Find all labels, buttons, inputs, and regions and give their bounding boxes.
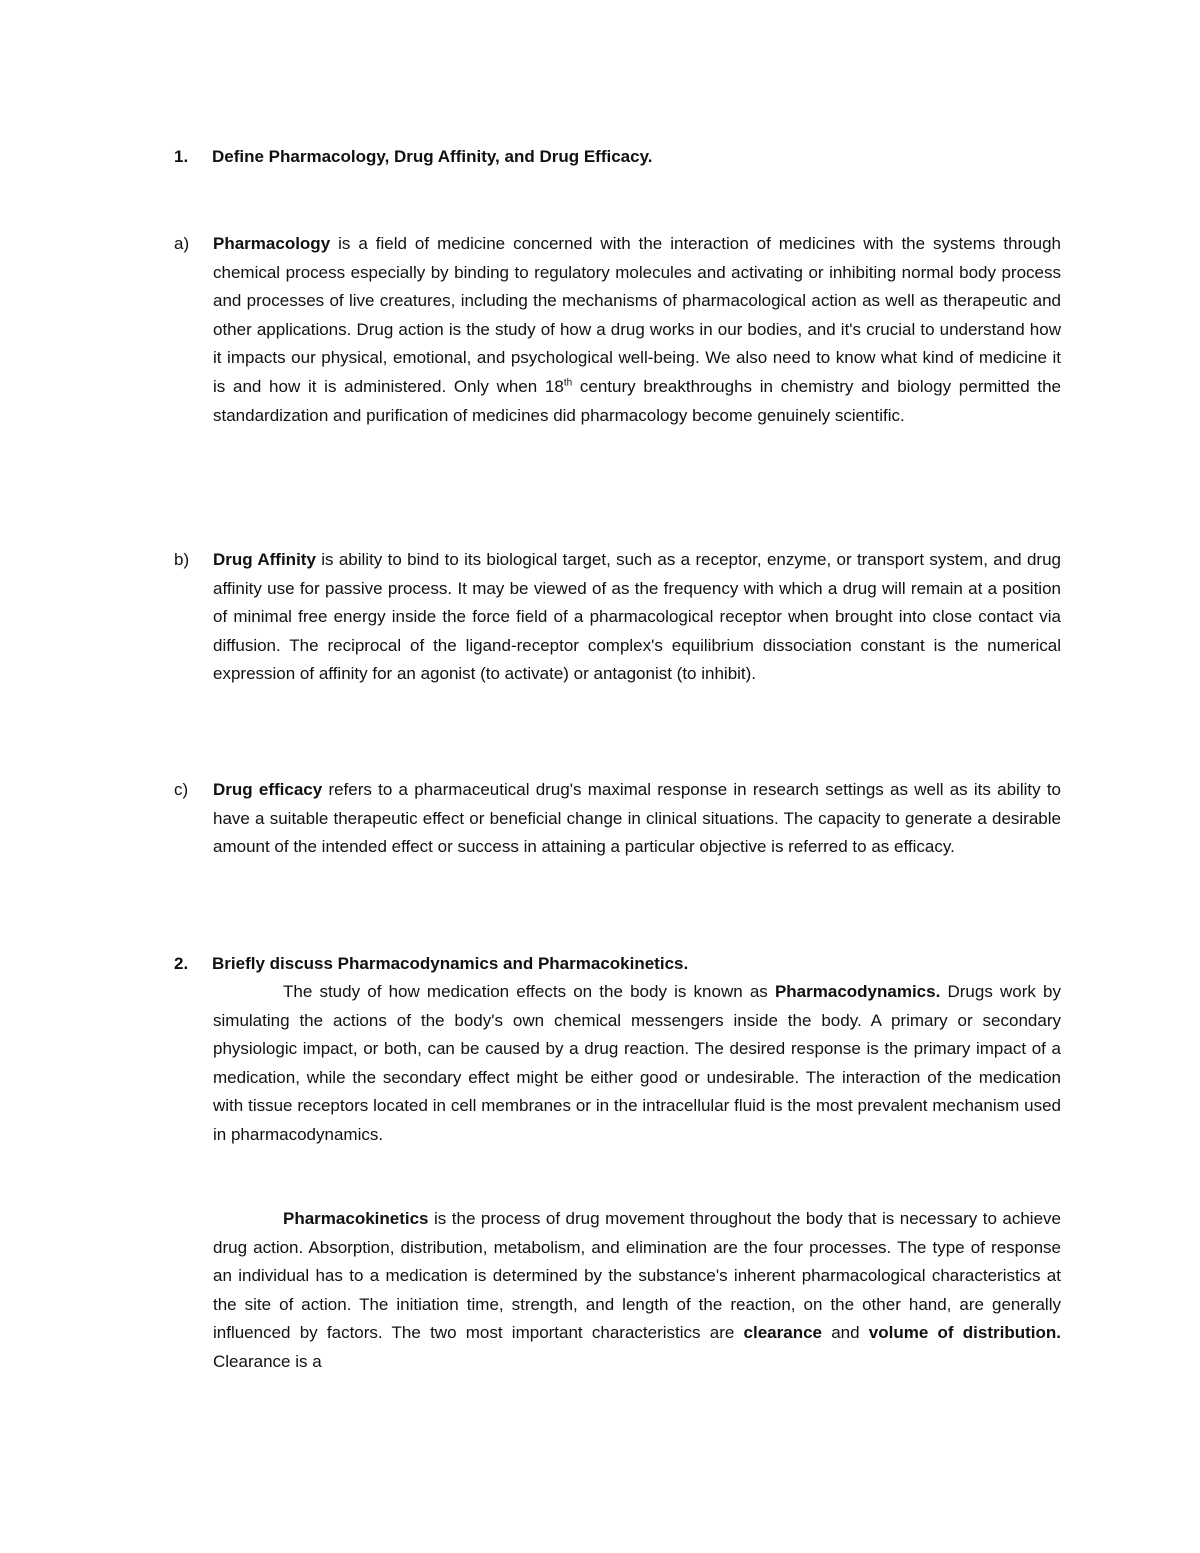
question-1-title: Define Pharmacology, Drug Affinity, and Drug Efficacy. [212,147,653,166]
superscript-th: th [563,377,573,389]
volume-of-distribution-term: volume of distribution. [868,1323,1062,1343]
pharmacokinetics-term: Pharmacokinetics [283,1209,429,1228]
question-1-heading [174,142,1064,171]
pharmacodynamics-paragraph: The study of how medication effects on the body is known as Pharmacodynamics. Drugs work by simulating the actions of the body's own chemical messengers inside the body. A primary or secondary physiologic impact, or both, can be caused by a drug reaction. The desired response is the primary impact of a medication, while the secondary effect might be either good or undesirable. The interaction of the medication with tissue receptors located in cell membranes or in the intracellular fluid is the most prevalent mechanism used in pharmacodynamics. [213,982,1061,1144]
question-1-number: 1. [174,147,189,166]
item-a [174,230,1064,430]
item-c-label: c) [174,780,189,799]
item-a-text: Pharmacology is a field of medicine concerned with the interaction of medicines with the systems through chemical process especially by binding to regulatory molecules and activating or inhibiting normal body process and processes of live creatures, including the mechanisms of pharmacological action as well as therapeutic and other applications. Drug action is the study of how a drug works in our bodies, and it's crucial to understand how it impacts our physical, emotional, and psychological well-being. We also need to know what kind of medicine it is and how it is administered. Only when 18th century breakthroughs in chemistry and biology permitted the standardization and purification of medicines did pharmacology become genuinely scientific. [213,234,1061,425]
item-a-term: Pharmacology [213,234,331,253]
item-b-term: Drug Affinity [213,550,316,569]
question-2-number: 2. [174,954,189,973]
item-b-label: b) [174,550,190,569]
pharmacodynamics-term: Pharmacodynamics. [774,982,941,1001]
clearance-term: clearance [743,1323,822,1343]
item-a-label: a) [174,234,190,253]
question-2-heading [174,949,1064,978]
item-b-text: Drug Affinity is ability to bind to its biological target, such as a receptor, enzyme, or transport system, and drug affinity use for passive process. It may be viewed of as the frequency with which a drug will remain at a position of minimal free energy inside the force field of a pharmacological receptor when brought into close contact via diffusion. The reciprocal of the ligand-receptor complex's equilibrium dissociation constant is the numerical expression of affinity for an agonist (to activate) or antagonist (to inhibit). [213,550,1061,684]
pharmacokinetics-paragraph: Pharmacokinetics is the process of drug movement throughout the body that is necessary to achieve drug action. Absorption, distribution, metabolism, and elimination are the four processes. The type of response an individual has to a medication is determined by the substance's inherent pharmacological characteristics at the site of action. The initiation time, strength, and length of the reaction, on the other hand, are generally influenced by factors. The two most important characteristics are clearance and volume of distribution. Clearance is a [213,1209,1062,1371]
item-b [174,546,1064,689]
item-c [174,776,1064,862]
item-c-term: Drug efficacy [213,780,323,799]
question-2-title: Briefly discuss Pharmacodynamics and Pharmacokinetics. [212,954,689,973]
item-c-text: Drug efficacy refers to a pharmaceutical drug's maximal response in research settings as well as its ability to have a suitable therapeutic effect or beneficial change in clinical situations. The capacity to generate a desirable amount of the intended effect or success in attaining a particular objective is referred to as efficacy. [213,780,1061,857]
